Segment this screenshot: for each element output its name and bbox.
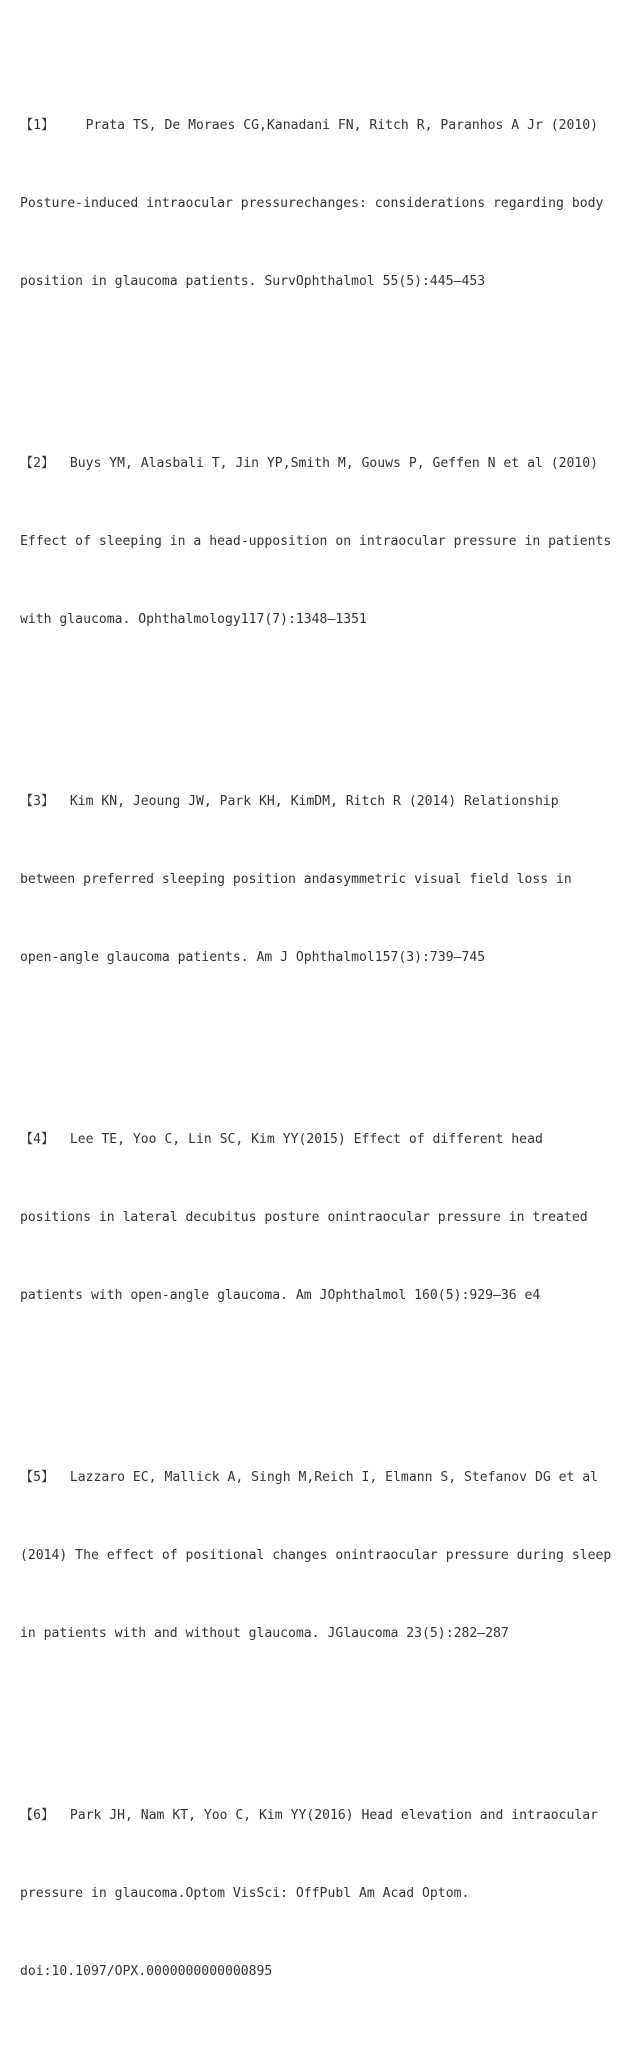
reference-line [20, 451, 632, 477]
reference-marker: 【6】 [20, 1808, 55, 1823]
reference-line: open-angle glaucoma patients. Am J Ophthalmol157(3):739–745 [20, 950, 486, 965]
reference-line [20, 1465, 632, 1491]
reference-4 [20, 1075, 632, 1361]
reference-5 [20, 1413, 632, 1699]
reference-text: Prata TS, De Moraes CG,Kanadani FN, Ritch R, Paranhos A Jr (2010) [54, 118, 599, 133]
reference-line: between preferred sleeping position andasymmetric visual field loss in [20, 872, 572, 887]
reference-line: (2014) The effect of positional changes onintraocular pressure during sleep [20, 1548, 612, 1563]
reference-line [20, 1803, 632, 1829]
reference-marker: 【1】 [20, 118, 55, 133]
reference-1 [20, 61, 632, 347]
reference-line: in patients with and without glaucoma. JGlaucoma 23(5):282–287 [20, 1626, 509, 1641]
reference-line: positions in lateral decubitus posture onintraocular pressure in treated [20, 1210, 588, 1225]
reference-marker: 【2】 [20, 456, 55, 471]
reference-line [20, 113, 632, 139]
reference-line: position in glaucoma patients. SurvOphthalmol 55(5):445–453 [20, 274, 486, 289]
reference-marker: 【5】 [20, 1470, 55, 1485]
reference-text: Lee TE, Yoo C, Lin SC, Kim YY(2015) Effect of different head [54, 1132, 543, 1147]
reference-line: Posture-induced intraocular pressurechanges: considerations regarding body [20, 196, 604, 211]
reference-marker: 【3】 [20, 794, 55, 809]
reference-text: Buys YM, Alasbali T, Jin YP,Smith M, Gouws P, Geffen N et al (2010) [54, 456, 599, 471]
reference-line: patients with open-angle glaucoma. Am JOphthalmol 160(5):929–36 e4 [20, 1288, 541, 1303]
reference-text: Lazzaro EC, Mallick A, Singh M,Reich I, Elmann S, Stefanov DG et al [54, 1470, 599, 1485]
reference-line [20, 1127, 632, 1153]
reference-2 [20, 399, 632, 685]
reference-3 [20, 737, 632, 1023]
reference-text: Kim KN, Jeoung JW, Park KH, KimDM, Ritch R (2014) Relationship [54, 794, 559, 809]
reference-marker: 【4】 [20, 1132, 55, 1147]
reference-line [20, 789, 632, 815]
reference-line: Effect of sleeping in a head-upposition on intraocular pressure in patients [20, 534, 612, 549]
reference-text: Park JH, Nam KT, Yoo C, Kim YY(2016) Head elevation and intraocular [54, 1808, 599, 1823]
reference-line: doi:10.1097/OPX.0000000000000895 [20, 1964, 273, 1979]
reference-line: with glaucoma. Ophthalmology117(7):1348–1351 [20, 612, 367, 627]
reference-6 [20, 1751, 632, 2037]
reference-line: pressure in glaucoma.Optom VisSci: OffPubl Am Acad Optom. [20, 1886, 470, 1901]
